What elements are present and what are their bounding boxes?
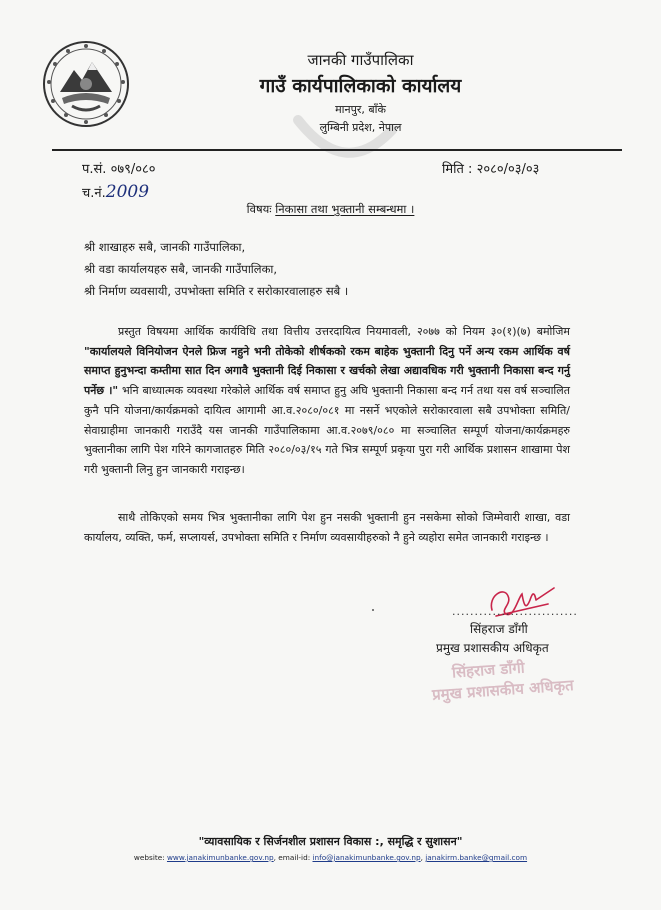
addressee-line: श्री शाखाहरु सबै, जानकी गाउँपालिका,: [84, 240, 246, 254]
footer-contact: [0, 853, 661, 862]
body-paragraph-1: [84, 322, 570, 480]
quoted-rule-text: "कार्यालयले विनियोजन ऐनले फ्रिज नहुने भनी तोकेको शीर्षकको रकम बाहेक भुक्तानी दिनु पर्ने अन्य रकम आर्थिक वर्ष समाप्त हुनुभन्दा कम्तीमा सात दिन अगावै भुक्तानी दिई निकासा र खर्चको लेखा अद्यावधिक गरी भुक्तानी निकासा बन्द गर्नु पर्नेछ ।": [84, 344, 570, 398]
addressee-line: श्री निर्माण व्यवसायी, उपभोक्ता समिति र सरोकारवालाहरु सबै ।: [84, 284, 349, 298]
office-province: लुम्बिनी प्रदेश, नेपाल: [319, 121, 402, 134]
office-address: मानपुर, बाँके: [335, 103, 386, 116]
email-separator: ,: [420, 853, 426, 862]
municipality-name: जानकी गाउँपालिका: [307, 51, 414, 69]
email-label: , email-id:: [273, 853, 313, 862]
footer-motto: "व्यावसायिक र सिर्जनशील प्रशासन विकास :, समृद्धि र सुशासन": [198, 835, 463, 848]
dispatch-number-label: च.नं.: [82, 186, 106, 201]
reference-number: प.सं. ०७९/०८०: [82, 162, 156, 177]
body-text: भनि बाध्यात्मक व्यवस्था गरेकोले आर्थिक वर्ष समाप्त हुनु अघि भुक्तानी निकासा बन्द गर्न तथा यस वर्ष सञ्चालित कुनै पनि योजना/कार्यक्रमको दायित्व आगामी आ.व.२०८०/०८१ मा नसर्ने भएकोले सरोकारवाला सबै उपभोक्ता समिति/सेवाग्राहीमा जानकारी गराउँदै यस जानकी गाउँपालिकामा आ.व.२०७९/०८० मा सञ्चालित सम्पूर्ण योजना/कार्यक्रमहरु भुक्तानीका लागि पेश गरिने कागजातहरु मिति २०८०/०३/१५ गते भित्र सम्पूर्ण प्रकृया पुरा गरी आर्थिक प्रशासन शाखामा पेश गरी भुक्तानी लिनु हुन जानकारी गराइन्छ।: [84, 384, 571, 476]
dispatch-number-value: 2009: [105, 182, 150, 202]
dispatch-number: [82, 182, 149, 202]
signatory-name: सिंहराज डाँगी: [470, 622, 528, 636]
office-name: गाउँ कार्यपालिकाको कार्यालय: [259, 75, 462, 97]
website-link[interactable]: www.janakimunbanke.gov.np: [166, 853, 274, 862]
subject-label: विषयः: [246, 202, 272, 216]
letter-date: मिति : २०८०/०३/०३: [442, 162, 540, 177]
addressee-line: श्री वडा कार्यालयहरु सबै, जानकी गाउँपालिका,: [84, 262, 278, 276]
subject-line: [0, 202, 661, 217]
signatory-title: प्रमुख प्रशासकीय अधिकृत: [436, 641, 549, 655]
stamp-name: सिंहराज डाँगी: [451, 658, 526, 682]
subject-text: निकासा तथा भुक्तानी सम्बन्धमा ।: [275, 202, 415, 216]
header-divider: [52, 149, 622, 151]
website-label: website:: [133, 853, 167, 862]
body-text: प्रस्तुत विषयमा आर्थिक कार्यविधि तथा वित्तीय उत्तरदायित्व नियमावली, २०७७ को नियम ३०(१)(७) बमोजिम: [118, 325, 570, 338]
signature-dotted-line: ............................: [452, 605, 578, 618]
stamp-title: प्रमुख प्रशासकीय अधिकृत: [431, 676, 575, 704]
email-link-info[interactable]: info@janakimunbanke.gov.np: [312, 853, 421, 862]
stray-mark: [372, 609, 374, 611]
body-paragraph-2: साथै तोकिएको समय भित्र भुक्तानीका लागि पेश हुन नसकी भुक्तानी हुन नसकेमा सोको जिम्मेवारी शाखा, वडा कार्यालय, व्यक्ति, फर्म, सप्लायर्स, उपभोक्ता समिति र निर्माण व्यवसायीहरुको नै हुने व्यहोरा समेत जानकारी गराइन्छ ।: [84, 511, 570, 544]
email-link-gmail[interactable]: janakirm.banke@gmail.com: [425, 853, 528, 862]
